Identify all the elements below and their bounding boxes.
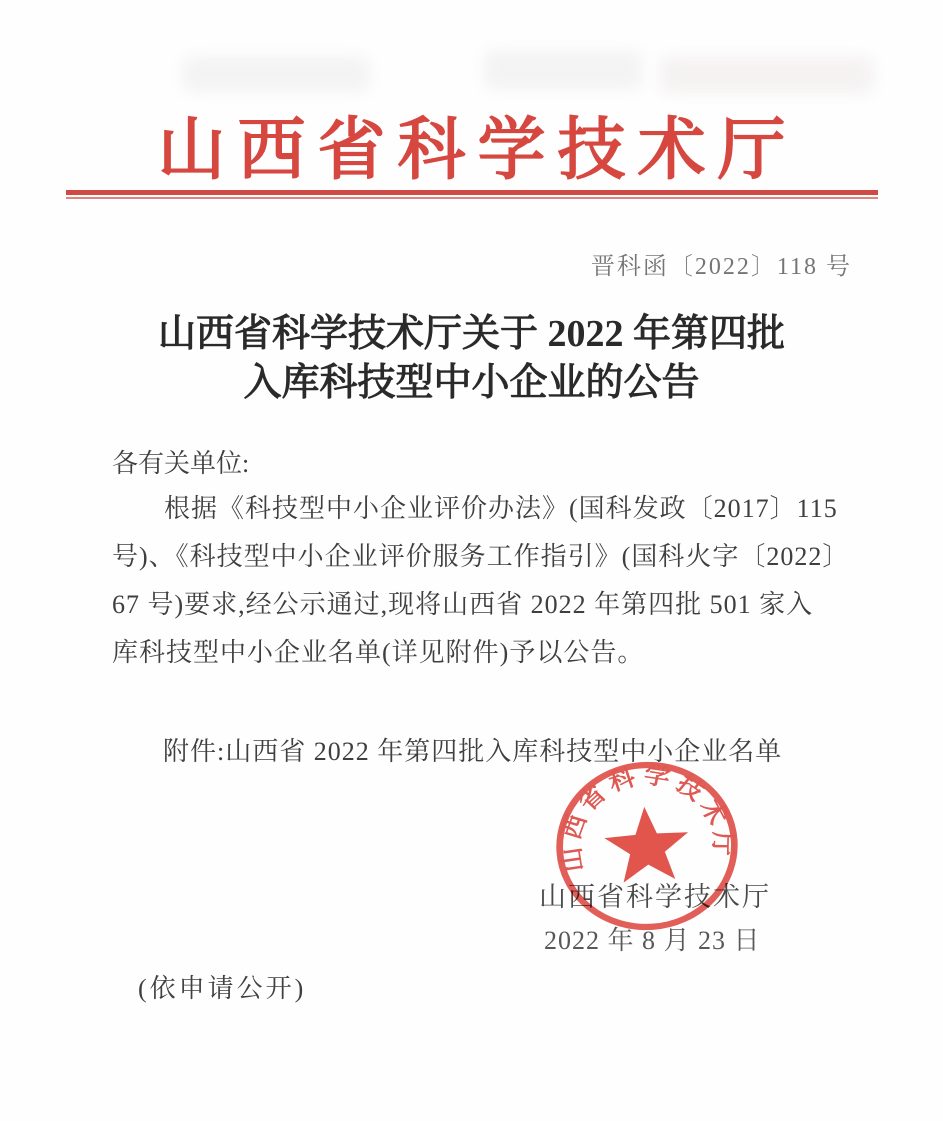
letterhead-title: 山西省科学技术厅: [157, 112, 798, 188]
document-title-line1: 山西省科学技术厅关于 2022 年第四批: [157, 313, 785, 355]
document-title-line2: 入库科技型中小企业的公告: [243, 362, 700, 404]
body-line: 号)、《科技型中小企业评价服务工作指引》(国科火字〔2022〕: [112, 542, 850, 571]
issue-date: 2022 年 8 月 23 日: [544, 926, 761, 955]
issuer-name: 山西省科学技术厅: [539, 882, 771, 912]
body-line: 库科技型中小企业名单(详见附件)予以公告。: [112, 638, 645, 667]
letterhead-divider: [66, 190, 878, 199]
document-title: [0, 310, 943, 408]
scan-bleed-smudge: [484, 50, 642, 90]
divider-thin-line: [66, 197, 878, 199]
document-number: 晋科函〔2022〕118 号: [590, 254, 852, 280]
scan-bleed-smudge: [660, 56, 874, 94]
disclosure-note: (依申请公开): [138, 974, 307, 1003]
official-seal: [545, 751, 749, 942]
salutation: 各有关单位:: [112, 449, 250, 478]
attachment-line: 附件:山西省 2022 年第四批入库科技型中小企业名单: [163, 737, 783, 766]
seal-text: 山西省科学技术厅: [556, 762, 737, 874]
red-star-icon: [602, 804, 691, 884]
body-line: 67 号)要求,经公示通过,现将山西省 2022 年第四批 501 家入: [112, 590, 814, 619]
scan-bleed-smudge: [182, 56, 370, 92]
body-line: 根据《科技型中小企业评价办法》(国科发政〔2017〕115: [164, 494, 838, 523]
body-paragraph: [112, 485, 858, 677]
